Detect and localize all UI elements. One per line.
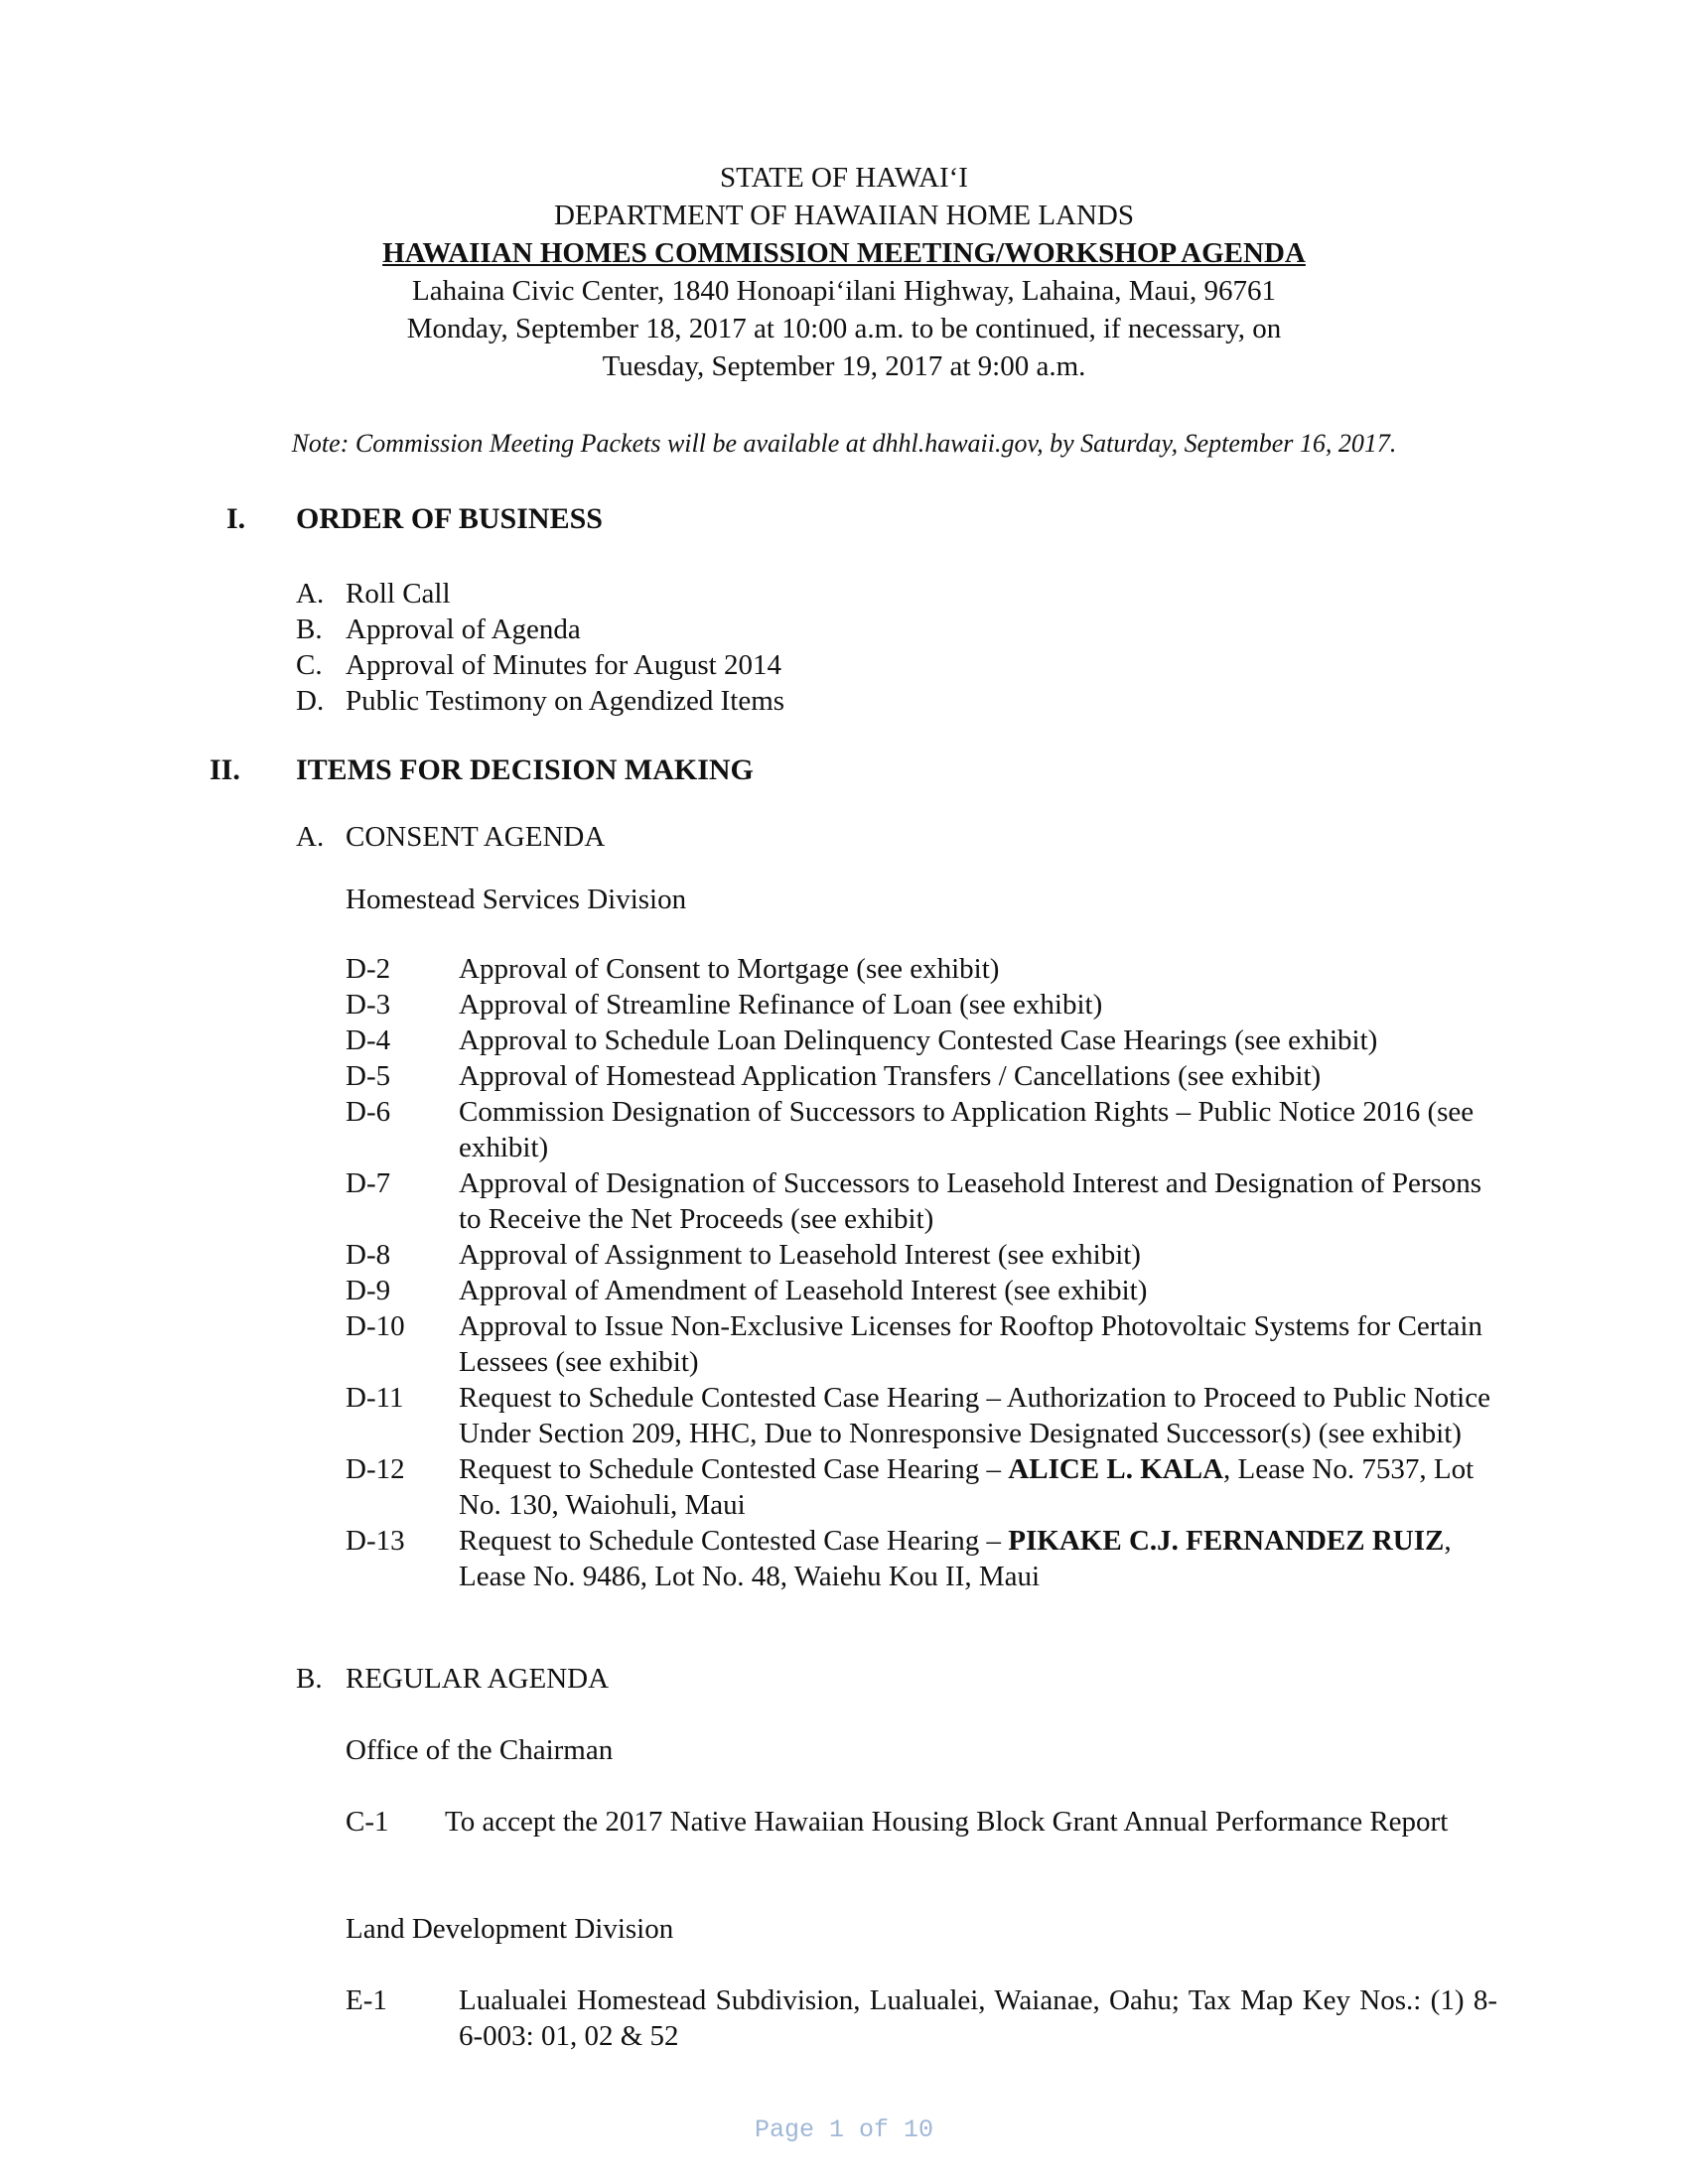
item-description: Approval of Streamline Refinance of Loan (see exhibit) <box>459 989 1103 1021</box>
subsection-title: CONSENT AGENDA <box>346 821 606 853</box>
subsection-letter: A. <box>296 821 325 853</box>
agenda-item <box>346 1058 1497 1094</box>
item-text-post: , Lease No. 9486, Lot No. 48, Waiehu Kou II, Maui <box>459 1525 1452 1592</box>
agenda-item <box>346 987 1497 1023</box>
item-code: E-1 <box>346 1984 387 2016</box>
item-letter: B. <box>296 614 323 645</box>
agenda-item <box>346 1273 1497 1308</box>
agenda-title: HAWAIIAN HOMES COMMISSION MEETING/WORKSHOP AGENDA <box>382 237 1306 269</box>
item-code: D-11 <box>346 1382 404 1414</box>
document-header <box>0 159 1688 385</box>
agenda-item <box>346 951 1497 987</box>
item-text: Approval of Minutes for August 2014 <box>346 649 781 681</box>
item-code: D-8 <box>346 1239 391 1271</box>
section-title: ITEMS FOR DECISION MAKING <box>296 753 754 786</box>
division-label: Homestead Services Division <box>346 884 687 915</box>
regular-agenda-heading <box>296 1661 609 1697</box>
item-description: Approval of Consent to Mortgage (see exhibit) <box>459 953 1000 985</box>
item-text-pre: Request to Schedule Contested Case Hearing – <box>459 1453 1009 1485</box>
consent-agenda-heading <box>296 819 605 855</box>
item-code: D-3 <box>346 989 391 1021</box>
date-line-2: Tuesday, September 19, 2017 at 9:00 a.m. <box>602 350 1086 382</box>
item-description <box>459 1451 1497 1523</box>
agenda-item-c1 <box>346 1804 1497 1840</box>
consent-items-list <box>346 951 1497 1594</box>
item-description: Approval of Designation of Successors to Leasehold Interest and Designation of Persons to Receive the Net Proceeds (see exhibit) <box>459 1167 1482 1235</box>
item-code: C-1 <box>346 1806 389 1838</box>
item-text: Roll Call <box>346 578 451 610</box>
lessee-name: ALICE L. KALA <box>1008 1453 1224 1485</box>
agenda-item <box>346 1165 1497 1237</box>
item-letter: C. <box>296 649 323 681</box>
item-description: Commission Designation of Successors to Application Rights – Public Notice 2016 (see exhibit) <box>459 1096 1475 1163</box>
department-line: DEPARTMENT OF HAWAIIAN HOME LANDS <box>553 200 1134 231</box>
item-code: D-12 <box>346 1453 405 1485</box>
item-code: D-2 <box>346 953 391 985</box>
item-code: D-10 <box>346 1310 405 1342</box>
item-text: Public Testimony on Agendized Items <box>346 685 785 717</box>
section-title: ORDER OF BUSINESS <box>296 502 603 535</box>
section-number: I. <box>226 502 246 535</box>
item-code: D-9 <box>346 1275 391 1306</box>
item-text: Approval of Agenda <box>346 614 581 645</box>
item-code: D-6 <box>346 1096 391 1128</box>
item-description: Approval of Assignment to Leasehold Interest (see exhibit) <box>459 1239 1141 1271</box>
agenda-item-e1 <box>346 1982 1497 2054</box>
item-description: Approval of Homestead Application Transfers / Cancellations (see exhibit) <box>459 1060 1322 1092</box>
item-code: D-5 <box>346 1060 391 1092</box>
item-description: Lualualei Homestead Subdivision, Lualualei, Waianae, Oahu; Tax Map Key Nos.: (1) 8-6-003: 01, 02 & 52 <box>459 1984 1497 2052</box>
agenda-item <box>346 1237 1497 1273</box>
item-letter: D. <box>296 685 325 717</box>
item-description: Request to Schedule Contested Case Hearing – Authorization to Proceed to Public Notice Under Section 209, HHC, Due to Nonresponsive Designated Successor(s) (see exhibit) <box>459 1382 1490 1449</box>
item-code: D-13 <box>346 1525 405 1557</box>
lessee-name: PIKAKE C.J. FERNANDEZ RUIZ <box>1008 1525 1445 1557</box>
item-code: D-4 <box>346 1024 391 1056</box>
item-description: To accept the 2017 Native Hawaiian Housing Block Grant Annual Performance Report <box>445 1806 1449 1838</box>
location-line: Lahaina Civic Center, 1840 Honoapiʻilani Highway, Lahaina, Maui, 96761 <box>412 275 1276 307</box>
item-letter: A. <box>296 578 325 610</box>
division-label-chairman: Office of the Chairman <box>346 1734 614 1766</box>
page-number: Page 1 of 10 <box>754 2116 934 2144</box>
item-description <box>459 1523 1497 1594</box>
subsection-title: REGULAR AGENDA <box>346 1663 610 1695</box>
agenda-item <box>346 1380 1497 1451</box>
agenda-item <box>346 1094 1497 1165</box>
item-text-pre: Request to Schedule Contested Case Hearing – <box>459 1525 1009 1557</box>
agenda-item <box>346 1308 1497 1380</box>
item-code: D-7 <box>346 1167 391 1199</box>
subsection-letter: B. <box>296 1663 323 1695</box>
item-description: Approval to Schedule Loan Delinquency Contested Case Hearings (see exhibit) <box>459 1024 1378 1056</box>
agenda-item <box>346 1023 1497 1058</box>
agenda-item <box>346 1523 1497 1594</box>
packet-note: Note: Commission Meeting Packets will be available at dhhl.hawaii.gov, by Saturday, September 16, 2017. <box>291 429 1397 458</box>
division-label-land: Land Development Division <box>346 1913 674 1945</box>
section-number: II. <box>210 753 240 786</box>
item-text-post: , Lease No. 7537, Lot No. 130, Waiohuli, Maui <box>459 1453 1475 1521</box>
item-description: Approval to Issue Non-Exclusive Licenses for Rooftop Photovoltaic Systems for Certain Lessees (see exhibit) <box>459 1310 1482 1378</box>
agenda-item <box>346 1451 1497 1523</box>
state-line: STATE OF HAWAIʻI <box>720 162 968 194</box>
item-description: Approval of Amendment of Leasehold Interest (see exhibit) <box>459 1275 1148 1306</box>
date-line-1: Monday, September 18, 2017 at 10:00 a.m. to be continued, if necessary, on <box>406 313 1282 344</box>
